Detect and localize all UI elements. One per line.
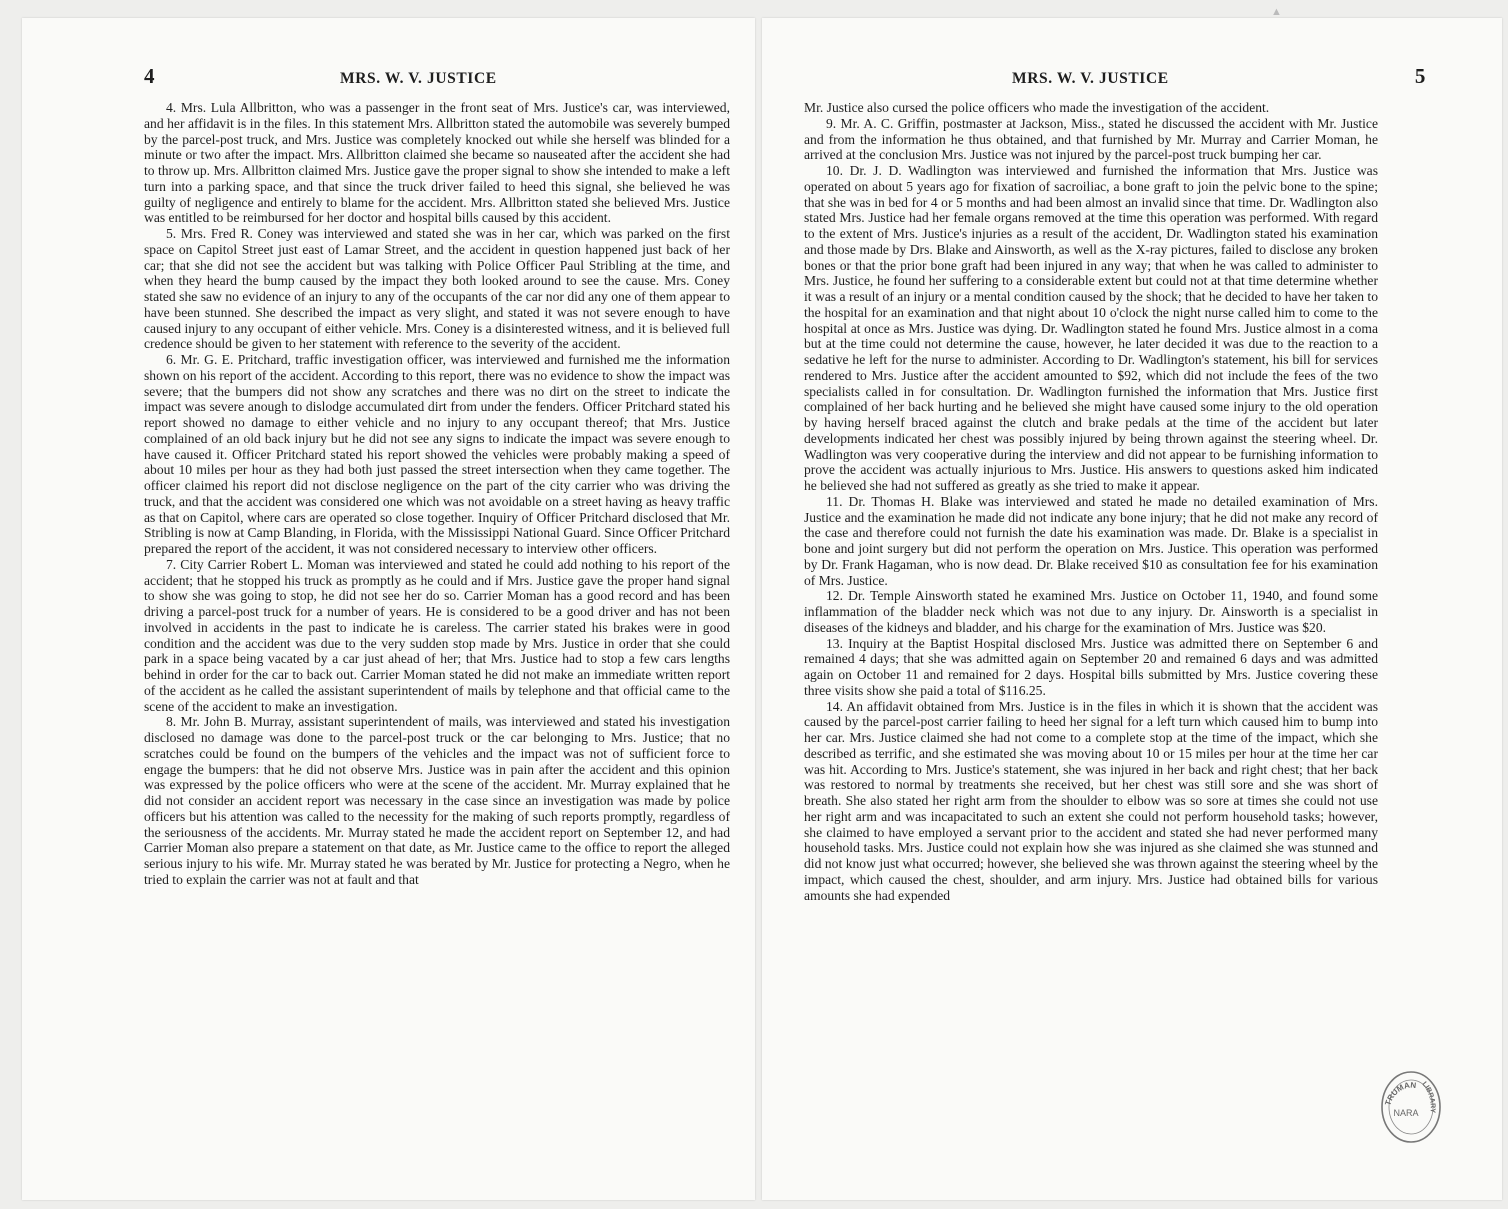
page-right [762, 18, 1502, 1200]
paragraph-10: 10. Dr. J. D. Wadlington was interviewed and furnished the information that Mrs. Justice was operated on about 5 years ago for fixation of sacroiliac, a bone graft to join the pelvic bone to the spine; that she was in bed for 4 or 5 months and had been almost an invalid since that time. Dr. Wadlington also stated Mrs. Justice had her female organs removed at the time this operation was performed. With regard to the extent of Mrs. Justice's injuries as a result of the accident, Dr. Wadlington stated his examination and those made by Drs. Blake and Ainsworth, as well as the X-ray pictures, failed to disclose any broken bones or that the prior bone graft had been injured in any way; that when he was called to administer to Mrs. Justice, he found her suffering to a considerable extent but could not at that time determine whether it was a result of an injury or a mental condition caused by the shock; that he decided to have her taken to the hospital for an examination and that night about 10 o'clock the night nurse called him to come to the hospital at once as Mrs. Justice was dying. Dr. Wadlington stated he found Mrs. Justice almost in a coma but at the time could not determine the cause, however, he later decided it was due to the reaction to a sedative he left for the nurse to administer. According to Dr. Wadlington's statement, his bill for services rendered to Mrs. Justice after the accident amounted to $92, which did not include the fees of the two specialists called in for consultation. Dr. Wadlington furnished the information that Mrs. Justice first complained of her back hurting and he believed she might have caused some injury to the old operation by having herself braced against the clutch and brake pedals at the time of the accident but later developments indicated her chest was possibly injured by being thrown against the steering wheel. Dr. Wadlington was very cooperative during the interview and did not appear to be furnishing information to prove the accident was actually injurious to Mrs. Justice. His answers to questions asked him indicated he believed she had not suffered as greatly as she tried to make it appear. [804, 163, 1378, 493]
paragraph-9: 9. Mr. A. C. Griffin, postmaster at Jackson, Miss., stated he discussed the accident with Mr. Justice and from the information he thus obtained, and that furnished by Mr. Murray and Carrier Moman, he arrived at the conclusion Mrs. Justice was not injured by the parcel-post truck bumping her car. [804, 115, 1378, 163]
paragraph-continuation: Mr. Justice also cursed the police officers who made the investigation of the accident. [804, 100, 1270, 115]
page-header [22, 64, 755, 92]
paragraph-12: 12. Dr. Temple Ainsworth stated he examined Mrs. Justice on October 11, 1940, and found some inflammation of the bladder neck which was not due to any injury. Dr. Ainsworth is a specialist in diseases of the kidneys and bladder, and his charge for the examination of Mrs. Justice was $20. [804, 588, 1378, 635]
paragraph-8: 8. Mr. John B. Murray, assistant superintendent of mails, was interviewed and stated his investigation disclosed no damage was done to the parcel-post truck or the car belonging to Mrs. Justice; that no scratches could be found on the bumpers of the vehicles and the impact was not of sufficient force to engage the bumpers: that he did not observe Mrs. Justice was in pain after the accident and this opinion was expressed by the police officers who were at the scene of the accident. Mr. Murray explained that he did not consider an accident report was necessary in the case since an investigation was made by police officers but his attention was called to the necessity for the making of such reports promptly, regardless of the seriousness of the accidents. Mr. Murray stated he made the accident report on September 12, and had Carrier Moman also prepare a statement on that date, as Mr. Justice came to the office to report the alleged serious injury to his wife. Mr. Murray stated he was berated by Mr. Justice for protecting a Negro, when he tried to explain the carrier was not at fault and that [144, 714, 730, 887]
stamp-line1: TRUMAN [1383, 1080, 1417, 1107]
corner-mark: ▲ [1271, 6, 1282, 18]
paragraph-11: 11. Dr. Thomas H. Blake was interviewed and stated he made no detailed examination of Mrs. Justice and the examination he made did not indicate any bone injury; that he did not make any record of the case and therefore could not furnish the date his examination was made. Dr. Blake is a specialist in bone and joint surgery but did not perform the operation on Mrs. Justice. This operation was performed by Dr. Frank Hagaman, who is now dead. Dr. Blake received $10 as consultation fee for his examination of Mrs. Justice. [804, 493, 1378, 588]
truman-library-stamp [1376, 1066, 1446, 1146]
paragraph-6: 6. Mr. G. E. Pritchard, traffic investigation officer, was interviewed and furnished me the information shown on his report of the accident. According to this report, there was no evidence to show the impact was severe; that the bumpers did not show any scratches and there was no dirt on the street to indicate the impact was severe anough to dislodge accumulated dirt from under the fenders. Officer Pritchard stated his report showed no damage to either vehicle and no injury to any occupant thereof; that Mrs. Justice complained of an old back injury but he did not see any signs to indicate the impact was severe enough to have caused it. Officer Pritchard stated his report showed the vehicles were probably making a speed of about 10 miles per hour as they had both just passed the street intersection when they came together. The officer claimed his report did not disclose negligence on the part of the city carrier who was driving the truck, and that the accident was considered one which was not avoidable on a street having as heavy traffic as that on Capitol, where cars are operated so close together. Inquiry of Officer Pritchard disclosed that Mr. Stribling is now at Camp Blanding, in Florida, with the Mississippi National Guard. Since Officer Pritchard prepared the report of the accident, it was not considered necessary to interview other officers. [144, 352, 730, 556]
paragraph-14: 14. An affidavit obtained from Mrs. Justice is in the files in which it is shown that the accident was caused by the parcel-post carrier failing to heed her signal for a left turn which caused him to bump into her car. Mrs. Justice claimed she had not come to a complete stop at the time of the impact, which she described as terrific, and she estimated she was moving about 10 or 15 miles per hour at the time her car was hit. According to Mrs. Justice's statement, she was injured in her back and right chest; that her back was restored to normal by treatments she received, but her chest was still sore and she was short of breath. She also stated her right arm from the shoulder to elbow was so sore at times she could not use her right arm and was incapacitated to such an extent she could not perform household tasks; however, she claimed to have employed a servant prior to the accident and stated she had never performed many household tasks. Mrs. Justice could not explain how she was injured as she claimed she was stunned and did not know just what occurred; however, she believed she was thrown against the steering wheel by the impact, which caused the chest, shoulder, and arm injury. Mrs. Justice had obtained bills for various amounts she had expended [804, 698, 1378, 903]
stamp-line3: NARA [1393, 1108, 1419, 1118]
paragraph-5: 5. Mrs. Fred R. Coney was interviewed and stated she was in her car, which was parked on the first space on Capitol Street just east of Lamar Street, and the accident in question happened just back of her car; that she did not see the accident but was talking with Police Officer Paul Stribling at the time, and when they heard the bump caused by the impact they both looked around to see the cause. Mrs. Coney stated she saw no evidence of an injury to any of the occupants of the car nor did any one of them appear to have been stunned. She described the impact as very slight, and stated it was not severe enough to have caused injury to any occupant of either vehicle. Mrs. Coney is a disinterested witness, and it is believed full credence should be given to her statement with reference to the severity of the accident. [144, 226, 730, 352]
page-body [804, 100, 1378, 903]
stamp-line2: LIBRARY [1420, 1080, 1436, 1114]
running-title: MRS. W. V. JUSTICE [1012, 70, 1169, 87]
paragraph-7: 7. City Carrier Robert L. Moman was interviewed and stated he could add nothing to his report of the accident; that he stopped his truck as promptly as he could and if Mrs. Justice gave the proper hand signal to show she was going to stop, he did not see her do so. Carrier Moman has a good record and has been driving a parcel-post truck for a number of years. He is considered to be a good driver and has not been involved in accidents in the past to indicate he is careless. The carrier stated his brakes were in good condition and the accident was due to the very sudden stop made by Mrs. Justice in order that she could park in a space being vacated by a car just ahead of her; that Mrs. Justice had to stop a few cars lengths behind in order for the car to back out. Carrier Moman stated he did not make an immediate written report of the accident as he called the assistant superintendent of mails by telephone and that official came to the scene of the accident to make an investigation. [144, 556, 730, 714]
paragraph-4: 4. Mrs. Lula Allbritton, who was a passenger in the front seat of Mrs. Justice's car, was interviewed, and her affidavit is in the files. In this statement Mrs. Allbritton stated the automobile was severely bumped by the parcel-post truck, and Mrs. Justice was completely knocked out while she herself was blinded for a minute or two after the impact. Mrs. Allbritton claimed she became so nauseated after the accident she had to throw up. Mrs. Allbritton claimed Mrs. Justice gave the proper signal to show she intended to make a left turn into a parking space, and that since the truck driver failed to heed this signal, she believed he was guilty of negligence and entirely to blame for the accident. Mrs. Allbritton stated she believed Mrs. Justice was entitled to be reimbursed for her doctor and hospital bills caused by this accident. [144, 100, 730, 226]
running-title: MRS. W. V. JUSTICE [340, 70, 497, 87]
page-header [762, 64, 1502, 92]
page-left [22, 18, 755, 1200]
page-number: 4 [144, 64, 156, 88]
page-body [144, 100, 730, 888]
page-number: 5 [1414, 64, 1426, 88]
paragraph-13: 13. Inquiry at the Baptist Hospital disclosed Mrs. Justice was admitted there on September 6 and remained 4 days; that she was admitted again on September 20 and remained 6 days and was admitted again on October 11 and remained for 2 days. Hospital bills submitted by Mrs. Justice covering these three visits show she paid a total of $116.25. [804, 635, 1378, 698]
